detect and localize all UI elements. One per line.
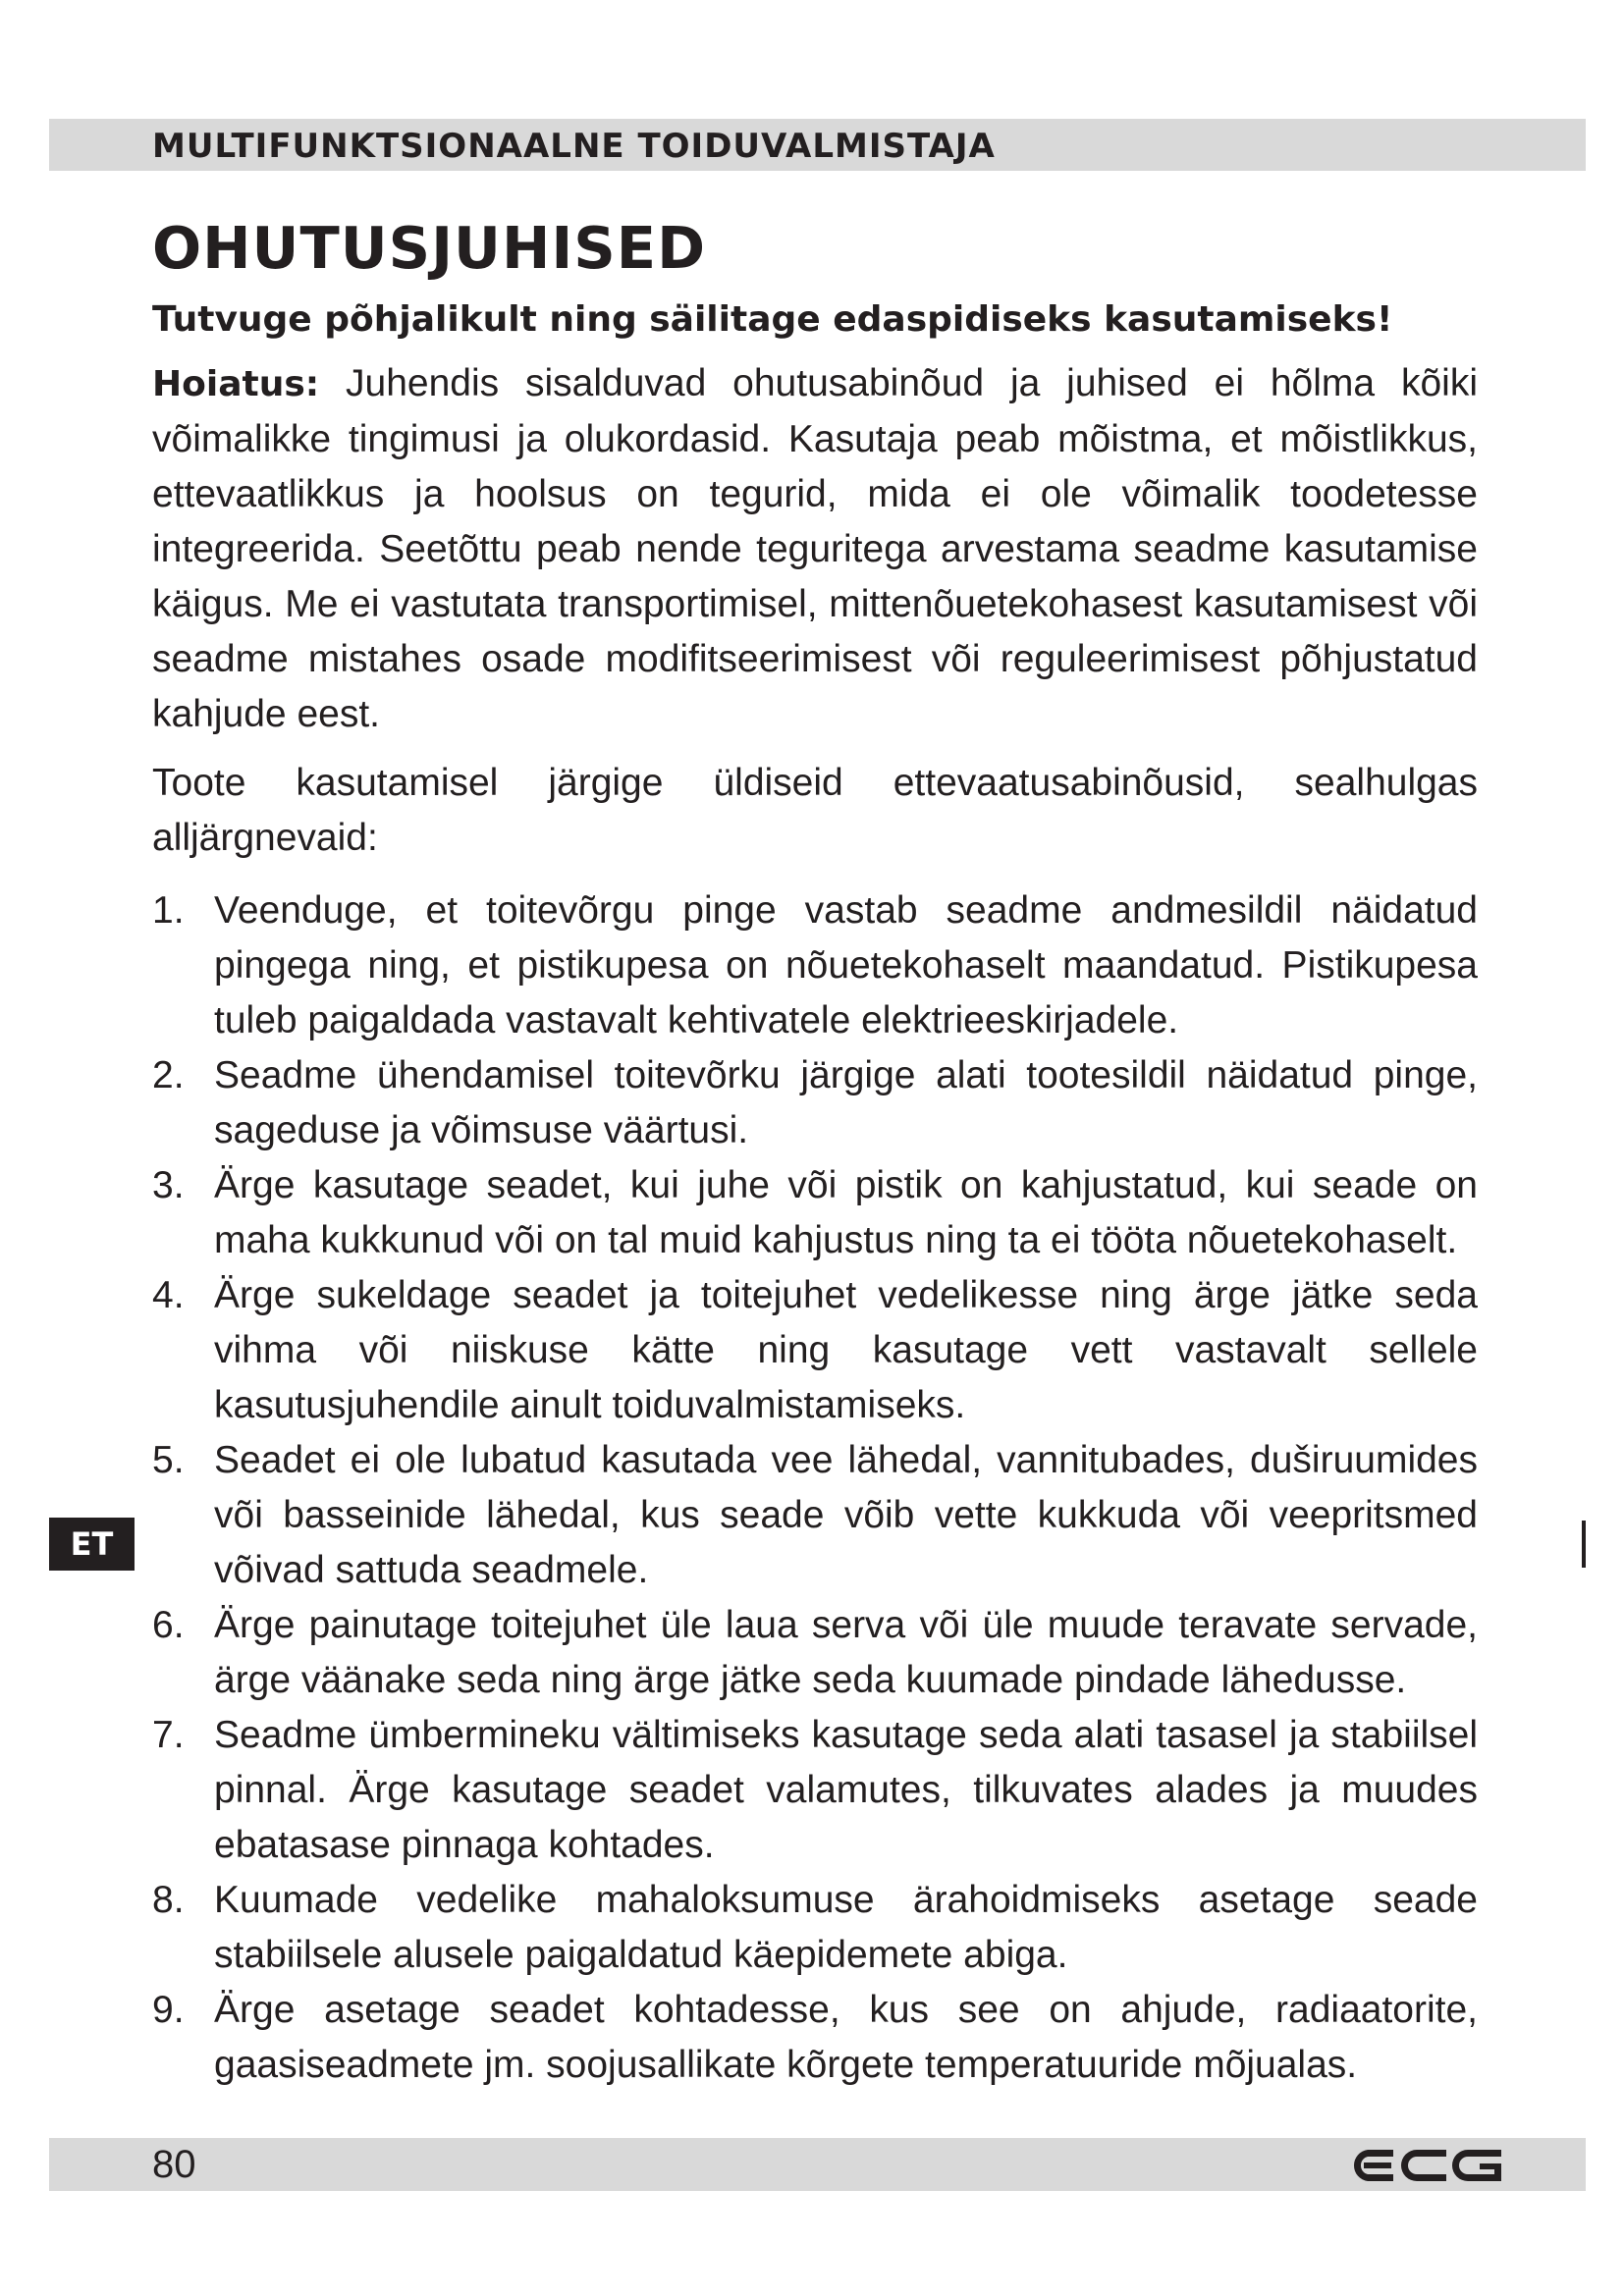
list-item-number: 6. [152,1604,185,1646]
list-item [152,1158,1478,1268]
header-title: MULTIFUNKTSIONAALNE TOIDUVALMISTAJA [152,127,996,166]
list-item [152,1873,1478,1983]
section-subtitle: Tutvuge põhjalikult ning säilitage edaspidiseks kasutamiseks! [152,299,1393,340]
list-item-number: 4. [152,1274,185,1316]
list-item-text: Ärge painutage toitejuhet üle laua serva või üle muude teravate servade, ärge väänake seda ning ärge jätke seda kuumade pindade lähedusse. [214,1604,1478,1701]
page-edge-marker [1582,1521,1586,1568]
list-item-text: Ärge sukeldage seadet ja toitejuhet vedelikesse ning ärge jätke seda vihma või niiskuse kätte ning kasutage vett vastavalt sellele kasutusjuhendile ainult toiduvalmistamiseks. [214,1274,1478,1426]
list-item [152,1433,1478,1598]
warning-text: Juhendis sisalduvad ohutusabinõud ja juhised ei hõlma kõiki võimalikke tingimusi ja olukordasid. Kasutaja peab mõistma, et mõistlikkus, ettevaatlikkus ja hoolsus on tegurid, mida ei ole võimalik toodetesse integreerida. Seetõttu peab nende teguritega arvestama seadme kasutamise käigus. Me ei vastutata transportimisel, mittenõuetekohasest kasutamisest või seadme mistahes osade modifitseerimisest või reguleerimisest põhjustatud kahjude eest. [152,362,1478,735]
list-item-text: Ärge asetage seadet kohtadesse, kus see on ahjude, radiaatorite, gaasiseadmete jm. soojusallikate kõrgete temperatuuride mõjualas. [214,1989,1478,2086]
list-item-text: Kuumade vedelike mahaloksumuse ärahoidmiseks asetage seade stabiilsele alusele paigaldatud käepidemete abiga. [214,1879,1478,1976]
list-item-text: Seadme ühendamisel toitevõrku järgige alati tootesildil näidatud pinge, sageduse ja võimsuse väärtusi. [214,1054,1478,1151]
list-item-text: Ärge kasutage seadet, kui juhe või pistik on kahjustatud, kui seade on maha kukkunud või on tal muid kahjustus ning ta ei tööta nõuetekohaselt. [214,1164,1478,1261]
list-item [152,1048,1478,1158]
warning-label: Hoiatus: [152,364,320,404]
list-item-text: Veenduge, et toitevõrgu pinge vastab seadme andmesildil näidatud pingega ning, et pistikupesa on nõuetekohaselt maandatud. Pistikupesa tuleb paigaldada vastavalt kehtivatele elektrieeskirjadele. [214,889,1478,1041]
list-item-number: 7. [152,1714,185,1756]
list-item [152,1983,1478,2093]
list-item [152,883,1478,1048]
list-item-number: 2. [152,1054,185,1096]
list-item-number: 1. [152,889,185,932]
main-content [152,211,1478,2093]
intro-paragraph: Toote kasutamisel järgige üldiseid ettevaatusabinõusid, sealhulgas alljärgnevaid: [152,762,1478,859]
list-item-number: 5. [152,1439,185,1481]
list-item-number: 3. [152,1164,185,1206]
list-item-number: 8. [152,1879,185,1921]
list-item-text: Seadme ümbermineku vältimiseks kasutage seda alati tasasel ja stabiilsel pinnal. Ärge kasutage seadet valamutes, tilkuvates alades ja muudes ebatasase pinnaga kohtades. [214,1714,1478,1866]
list-item-text: Seadet ei ole lubatud kasutada vee lähedal, vannitubades, duširuumides või basseinide lähedal, kus seade võib vette kukkuda või veepritsmed võivad sattuda seadmele. [214,1439,1478,1591]
list-item [152,1708,1478,1873]
warning-paragraph [152,356,1478,742]
list-item [152,1598,1478,1708]
page-title: OHUTUSJUHISED [152,214,707,282]
logo-letter-g [1452,2150,1501,2181]
safety-rules-list [152,883,1478,2093]
language-tab: ET [49,1518,135,1571]
list-item [152,1268,1478,1433]
ecg-logo [1350,2146,1507,2185]
logo-letter-e [1354,2150,1393,2181]
logo-letter-c [1401,2150,1446,2181]
list-item-number: 9. [152,1989,185,2031]
footer-bar [49,2138,1586,2191]
page-number: 80 [152,2143,196,2186]
header-bar [49,119,1586,171]
